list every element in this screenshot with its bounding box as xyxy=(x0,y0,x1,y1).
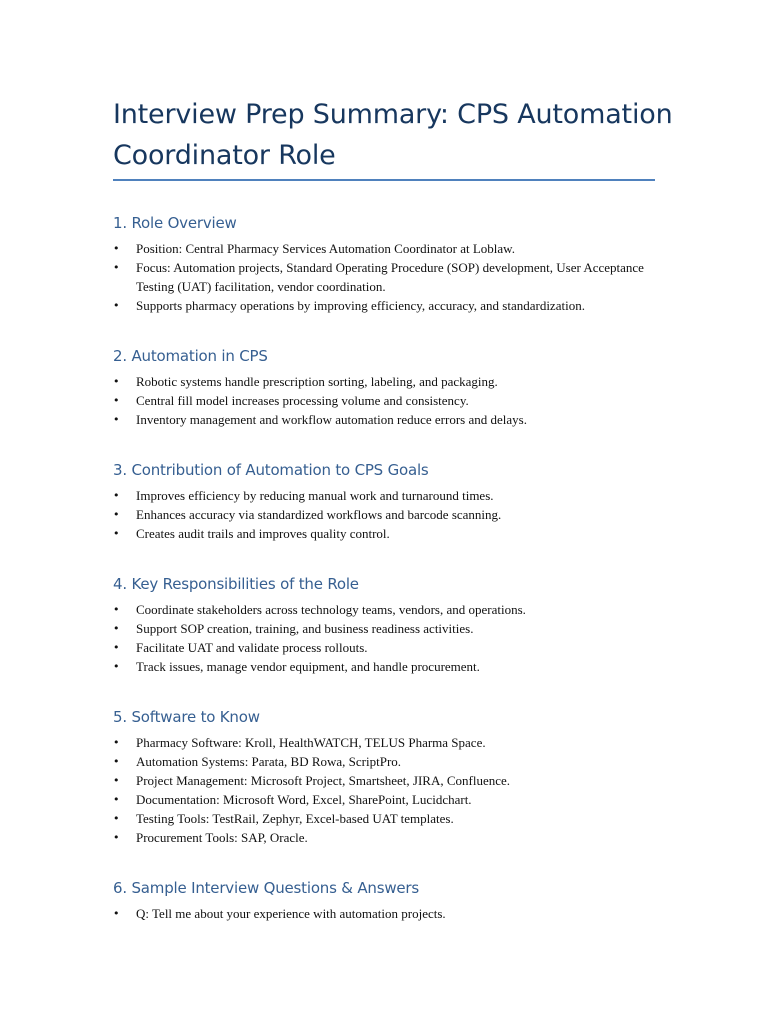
bullet-icon: • xyxy=(113,242,120,255)
bullet-list xyxy=(113,904,673,923)
section-heading: 3. Contribution of Automation to CPS Goals xyxy=(113,461,429,479)
list-item-text: Coordinate stakeholders across technology teams, vendors, and operations. xyxy=(136,602,526,617)
list-item-text: Pharmacy Software: Kroll, HealthWATCH, TELUS Pharma Space. xyxy=(136,735,486,750)
bullet-icon: • xyxy=(113,831,120,844)
list-item-text: Position: Central Pharmacy Services Automation Coordinator at Loblaw. xyxy=(136,241,515,256)
list-item xyxy=(113,657,673,676)
section-heading: 1. Role Overview xyxy=(113,214,237,232)
bullet-icon: • xyxy=(113,261,120,274)
list-item xyxy=(113,391,673,410)
list-item-text: Facilitate UAT and validate process rollouts. xyxy=(136,640,368,655)
list-item-text: Procurement Tools: SAP, Oracle. xyxy=(136,830,308,845)
bullet-icon: • xyxy=(113,622,120,635)
section-automation-contribution xyxy=(113,459,673,543)
list-item-text: Documentation: Microsoft Word, Excel, SharePoint, Lucidchart. xyxy=(136,792,472,807)
document-title: Interview Prep Summary: CPS Automation Coordinator Role xyxy=(113,99,673,171)
section-automation-in-cps xyxy=(113,345,673,429)
bullet-icon: • xyxy=(113,641,120,654)
list-item-text: Enhances accuracy via standardized workflows and barcode scanning. xyxy=(136,507,502,522)
section-heading: 4. Key Responsibilities of the Role xyxy=(113,575,359,593)
list-item-text: Creates audit trails and improves quality control. xyxy=(136,526,390,541)
section-role-overview xyxy=(113,212,673,315)
bullet-icon: • xyxy=(113,508,120,521)
bullet-list xyxy=(113,600,673,676)
list-item xyxy=(113,410,673,429)
list-item xyxy=(113,524,673,543)
list-item xyxy=(113,828,673,847)
list-item xyxy=(113,733,673,752)
bullet-icon: • xyxy=(113,812,120,825)
bullet-icon: • xyxy=(113,394,120,407)
list-item xyxy=(113,638,673,657)
bullet-icon: • xyxy=(113,527,120,540)
list-item-text: Central fill model increases processing volume and consistency. xyxy=(136,393,469,408)
bullet-icon: • xyxy=(113,736,120,749)
list-item-text: Project Management: Microsoft Project, Smartsheet, JIRA, Confluence. xyxy=(136,773,511,788)
list-item-text: Testing Tools: TestRail, Zephyr, Excel-based UAT templates. xyxy=(136,811,454,826)
list-item-text: Focus: Automation projects, Standard Operating Procedure (SOP) development, User Acceptance Testing (UAT) facilitation, vendor coordination. xyxy=(136,260,644,294)
bullet-list xyxy=(113,372,673,429)
list-item xyxy=(113,904,673,923)
list-item xyxy=(113,505,673,524)
bullet-icon: • xyxy=(113,660,120,673)
section-software-to-know xyxy=(113,706,673,847)
bullet-icon: • xyxy=(113,907,120,920)
bullet-icon: • xyxy=(113,413,120,426)
bullet-list xyxy=(113,486,673,543)
section-heading: 6. Sample Interview Questions & Answers xyxy=(113,879,420,897)
list-item xyxy=(113,239,673,258)
bullet-list xyxy=(113,239,673,315)
list-item-text: Robotic systems handle prescription sorting, labeling, and packaging. xyxy=(136,374,498,389)
list-item xyxy=(113,296,673,315)
bullet-icon: • xyxy=(113,603,120,616)
bullet-icon: • xyxy=(113,793,120,806)
list-item xyxy=(113,619,673,638)
list-item-text: Improves efficiency by reducing manual work and turnaround times. xyxy=(136,488,494,503)
section-key-responsibilities xyxy=(113,573,673,676)
list-item-text: Inventory management and workflow automation reduce errors and delays. xyxy=(136,412,527,427)
list-item-text: Supports pharmacy operations by improving efficiency, accuracy, and standardization. xyxy=(136,298,585,313)
bullet-icon: • xyxy=(113,375,120,388)
list-item xyxy=(113,258,673,296)
list-item xyxy=(113,486,673,505)
list-item xyxy=(113,600,673,619)
list-item xyxy=(113,771,673,790)
section-sample-interview-questions xyxy=(113,877,673,923)
bullet-icon: • xyxy=(113,774,120,787)
list-item-text: Track issues, manage vendor equipment, and handle procurement. xyxy=(136,659,480,674)
section-heading: 2. Automation in CPS xyxy=(113,347,268,365)
list-item xyxy=(113,372,673,391)
list-item xyxy=(113,809,673,828)
list-item xyxy=(113,752,673,771)
title-underline xyxy=(113,179,655,181)
list-item xyxy=(113,790,673,809)
list-item-text: Q: Tell me about your experience with automation projects. xyxy=(136,906,446,921)
section-heading: 5. Software to Know xyxy=(113,708,260,726)
bullet-icon: • xyxy=(113,489,120,502)
bullet-list xyxy=(113,733,673,847)
bullet-icon: • xyxy=(113,299,120,312)
list-item-text: Automation Systems: Parata, BD Rowa, ScriptPro. xyxy=(136,754,402,769)
list-item-text: Support SOP creation, training, and business readiness activities. xyxy=(136,621,474,636)
bullet-icon: • xyxy=(113,755,120,768)
